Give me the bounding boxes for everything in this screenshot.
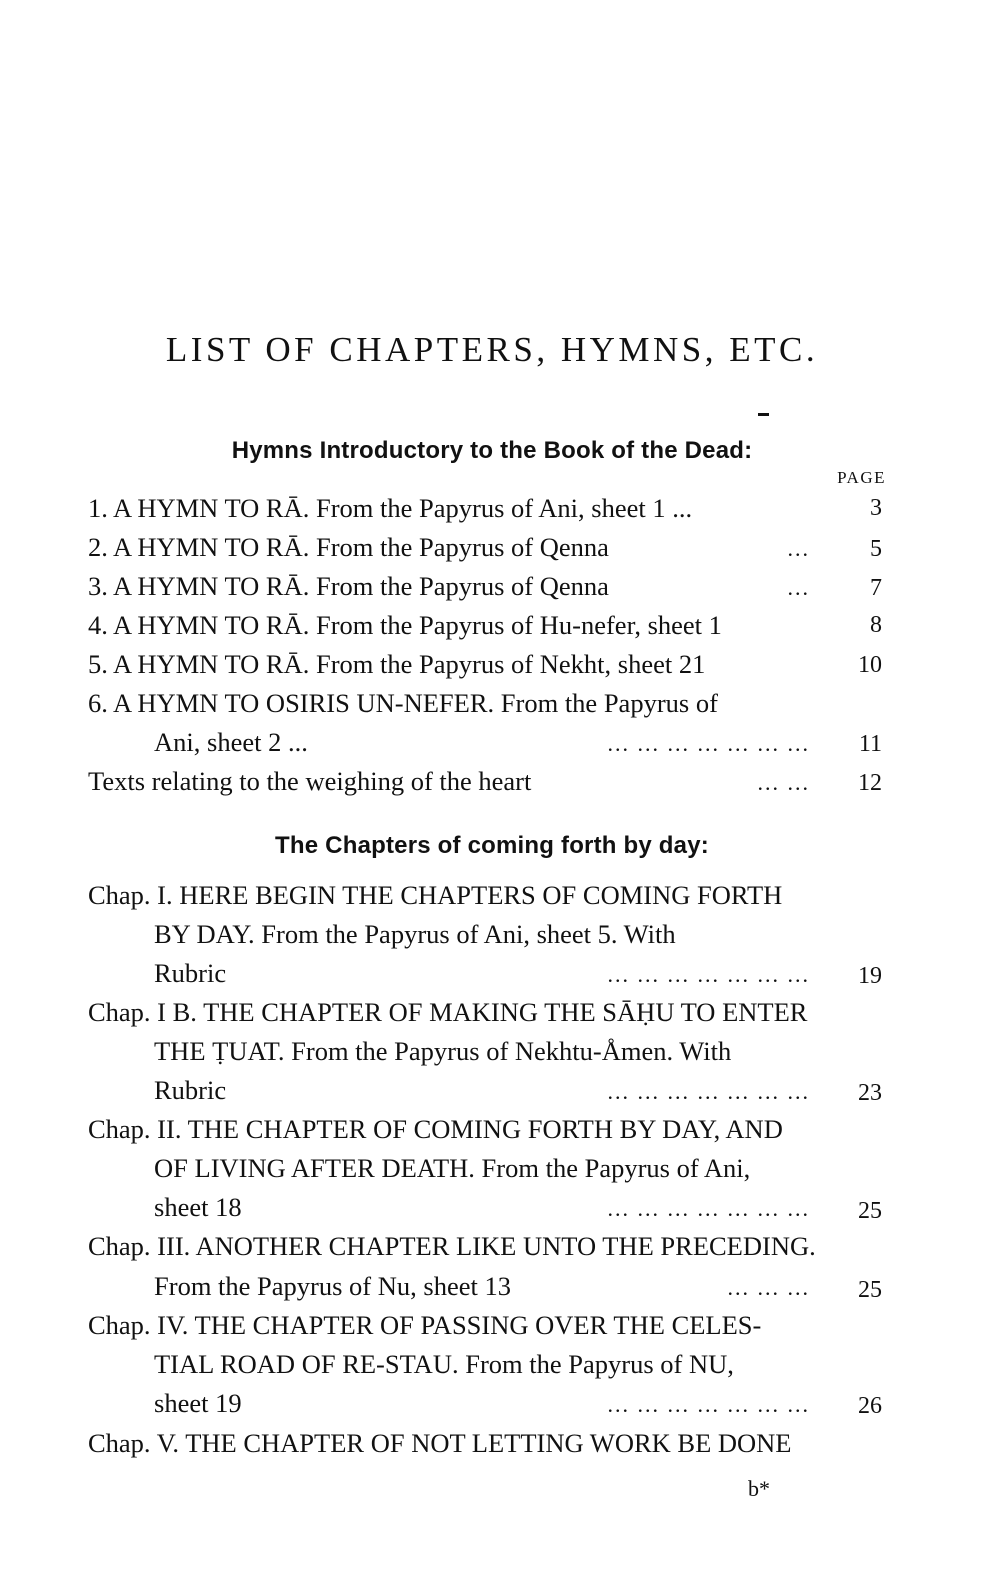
page-number: 25 [858,1277,882,1303]
page-number: 10 [858,652,882,678]
dot-leader: ... ... ... ... ... ... ... [607,1196,810,1221]
toc-entry [88,763,810,799]
dot-leader: ... ... [757,770,810,795]
toc-entry [88,1425,810,1461]
entry-text: Chap. V. THE CHAPTER OF NOT LETTING WORK BE DONE [88,1428,792,1458]
toc-entry [154,916,810,952]
page-number: 19 [858,963,882,989]
toc-entry [88,490,810,526]
page-number: 26 [858,1393,882,1419]
entry-text: 1. A HYMN TO RĀ. From the Papyrus of Ani, sheet 1 ... [88,493,693,523]
entry-text: 6. A HYMN TO OSIRIS UN-NEFER. From the Papyrus of [88,688,718,718]
entry-text: BY DAY. From the Papyrus of Ani, sheet 5. With [154,919,676,949]
dot-leader: ... [787,536,810,561]
toc-entry [88,1228,816,1264]
entry-text: Chap. II. THE CHAPTER OF COMING FORTH BY DAY, AND [88,1114,783,1144]
toc-entry [154,724,810,760]
entry-text: THE ṬUAT. From the Papyrus of Nekhtu-Åmen. With [154,1036,732,1066]
toc-entry [154,1189,810,1225]
page-number: 11 [858,731,882,757]
page-number: 3 [870,495,882,521]
section-heading: The Chapters of coming forth by day: [275,832,709,859]
entry-text: From the Papyrus of Nu, sheet 13 [154,1271,511,1301]
toc-entry [88,1307,810,1343]
toc-entry [88,646,810,682]
entry-text: 5. A HYMN TO RĀ. From the Papyrus of Nekht, sheet 21 [88,649,706,679]
dot-leader: ... [787,575,810,600]
entry-text: TIAL ROAD OF RE-STAU. From the Papyrus of NU, [154,1349,734,1379]
page-column-label: PAGE [837,468,886,487]
toc-entry [88,994,810,1030]
entry-text: sheet 18 [154,1192,242,1222]
toc-entry [154,1268,810,1304]
page-title: LIST OF CHAPTERS, HYMNS, ETC. [165,330,819,369]
toc-entry [88,529,810,565]
entry-text: 3. A HYMN TO RĀ. From the Papyrus of Qenna [88,571,609,601]
page-number: 8 [870,612,882,638]
dash-mark [758,413,769,416]
entry-text: 4. A HYMN TO RĀ. From the Papyrus of Hu-nefer, sheet 1 [88,610,722,640]
page-number: 25 [858,1198,882,1224]
toc-entry [88,607,810,643]
entry-text: 2. A HYMN TO RĀ. From the Papyrus of Qenna [88,532,609,562]
toc-entry [154,1346,810,1382]
entry-text: OF LIVING AFTER DEATH. From the Papyrus of Ani, [154,1153,751,1183]
dot-leader: ... ... ... ... ... ... ... [607,1392,810,1417]
toc-entry [88,877,810,913]
dot-leader: ... ... ... ... ... ... ... [607,731,810,756]
entry-text: Chap. I B. THE CHAPTER OF MAKING THE SĀḤU TO ENTER [88,997,808,1027]
entry-text: Ani, sheet 2 ... [154,727,308,757]
entry-text: Chap. IV. THE CHAPTER OF PASSING OVER THE CELES- [88,1310,762,1340]
dot-leader: ... ... ... ... ... ... ... [607,1079,810,1104]
toc-entry [154,1385,810,1421]
entry-text: Rubric [154,1075,227,1105]
toc-entry [154,1033,810,1069]
toc-entry [88,1111,810,1147]
toc-entry [88,685,810,721]
page-number: 7 [870,575,882,601]
entry-text: sheet 19 [154,1388,242,1418]
toc-entry [154,1072,810,1108]
page-number: 23 [858,1080,882,1106]
toc-entry [154,955,810,991]
entry-text: Chap. III. ANOTHER CHAPTER LIKE UNTO THE PRECEDING. [88,1231,816,1261]
page-number: 12 [858,770,882,796]
entry-text: Rubric [154,958,227,988]
signature-mark: b* [748,1476,770,1501]
dot-leader: ... ... ... [727,1275,810,1300]
toc-entry [154,1150,810,1186]
entry-text: Texts relating to the weighing of the heart [88,766,532,796]
section-heading: Hymns Introductory to the Book of the Dead: [231,437,753,464]
entry-text: Chap. I. HERE BEGIN THE CHAPTERS OF COMING FORTH [88,880,783,910]
dot-leader: ... ... ... ... ... ... ... [607,962,810,987]
toc-entry [88,568,810,604]
page-number: 5 [870,536,882,562]
